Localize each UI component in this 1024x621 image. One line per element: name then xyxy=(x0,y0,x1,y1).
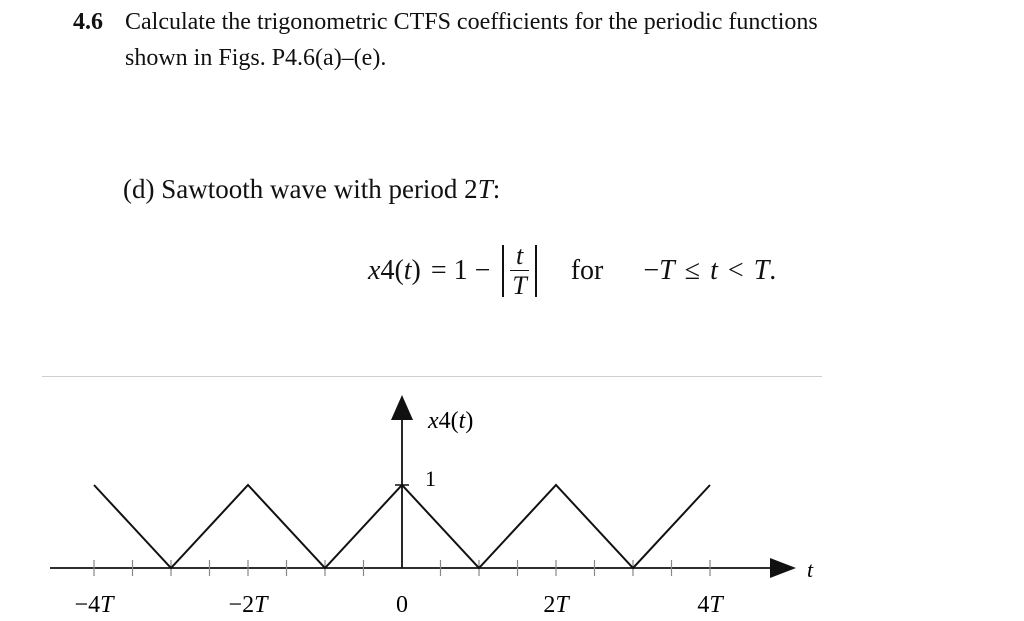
range-T2: T xyxy=(753,255,770,286)
x-tick-label-3: 2T xyxy=(543,592,569,618)
x-axis-label: t xyxy=(807,557,814,582)
eq-index: 4( xyxy=(380,255,404,286)
range-T1: T xyxy=(659,255,675,286)
eq-func: x xyxy=(368,255,381,286)
x-tick-label-2: 0 xyxy=(396,592,408,618)
y-axis-label: x4(t) xyxy=(428,408,474,434)
range-t: t xyxy=(710,255,718,286)
x-tick-label-1: −2T xyxy=(228,592,268,618)
x-tick-label-0: −4T xyxy=(74,592,114,618)
subpart-colon: : xyxy=(492,174,501,204)
period-variable: T xyxy=(477,174,493,204)
eq-var: t xyxy=(403,255,412,286)
range-le: ≤ xyxy=(684,255,701,286)
problem-line-2: shown in Figs. P4.6(a)–(e). xyxy=(125,45,387,71)
y-axis-arrow xyxy=(391,395,413,420)
subpart-text: Sawtooth wave with period 2 xyxy=(161,174,478,204)
y-tick-label: 1 xyxy=(425,466,436,491)
fraction-denominator: T xyxy=(512,270,527,300)
eq-close: ) xyxy=(411,255,421,286)
fraction-numerator: t xyxy=(510,242,529,271)
eq-one-minus: = 1 − xyxy=(430,255,491,286)
range-end: . xyxy=(769,255,777,286)
problem-line-1: Calculate the trigonometric CTFS coefficients for the periodic functions xyxy=(125,9,818,35)
for-word: for xyxy=(570,255,604,286)
x-tick-label-4: 4T xyxy=(697,592,723,618)
range-lt: < xyxy=(727,255,744,286)
problem-number: 4.6 xyxy=(73,9,103,35)
subpart-label: (d) xyxy=(123,174,155,204)
x-axis-arrow xyxy=(770,558,796,578)
range-minus: − xyxy=(643,255,660,286)
